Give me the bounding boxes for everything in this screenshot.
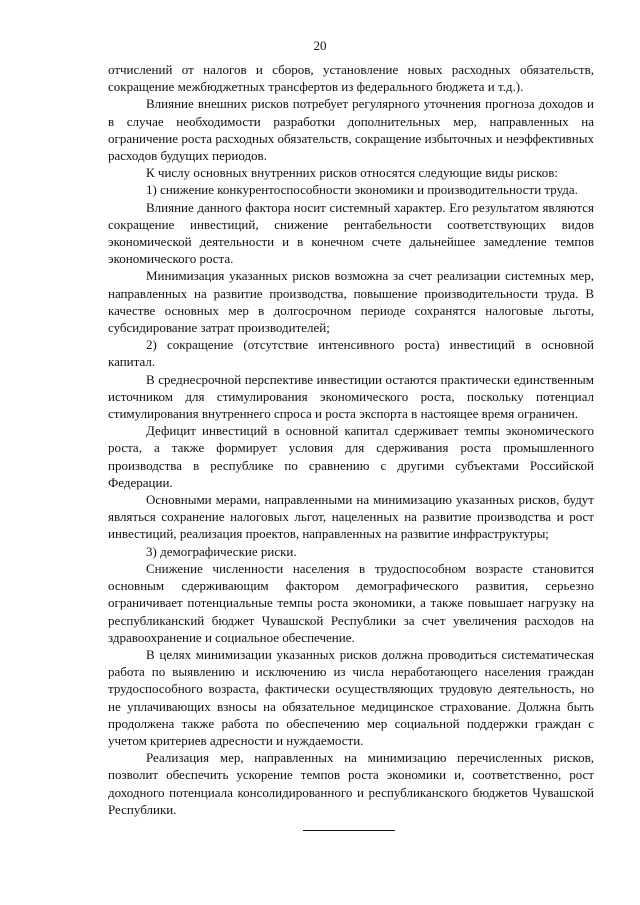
- end-divider: [303, 830, 395, 831]
- paragraph: Дефицит инвестиций в основной капитал сдерживает темпы экономического роста, а также формирует условия для сдерживания роста промышленного производства в республике по сравнению с другими субъектами Российской Федерации.: [108, 423, 594, 490]
- paragraph: В целях минимизации указанных рисков должна проводиться систематическая работа по выявлению и исключению из числа неработающего населения граждан трудоспособного возраста, фактически осуществляющих трудовую деятельность, но не уплачивающих взносы на обязательное медицинское страхование. Должна быть продолжена также работа по обеспечению мер социальной поддержки граждан с учетом критериев адресности и нуждаемости.: [108, 646, 594, 748]
- page-number: 20: [313, 38, 327, 53]
- paragraph: К числу основных внутренних рисков относятся следующие виды рисков:: [146, 165, 559, 181]
- document-body: [108, 61, 594, 818]
- paragraph: Минимизация указанных рисков возможна за счет реализации системных мер, направленных на развитие производства, повышение производительности труда. В качестве основных мер в долгосрочном периоде сохранятся налоговые льготы, субсидирование затрат производителей;: [108, 268, 594, 336]
- paragraph: Реализация мер, направленных на минимизацию перечисленных рисков, позволит обеспечить ускорение темпов роста экономики и, соответственно, рост доходного потенциала консолидированного и республиканского бюджетов Чувашской Республики.: [108, 750, 594, 817]
- list-item-risk-3: 3) демографические риски.: [146, 543, 297, 559]
- paragraph: Влияние данного фактора носит системный характер. Его результатом являются сокращение инвестиций, снижение рентабельности соответствующих видов экономической деятельности и в конечном счете дальнейшее замедление темпов экономического роста.: [108, 199, 594, 267]
- paragraph: Влияние внешних рисков потребует регулярного уточнения прогноза доходов и в случае необходимости разработки дополнительных мер, направленных на ограничение роста расходных обязательств, сокращение избыточных и неэффективных расходов будущих периодов.: [108, 96, 594, 164]
- paragraph: Основными мерами, направленными на минимизацию указанных рисков, будут являться сохранение налоговых льгот, нацеленных на развитие производства и рост инвестиций, реализация проектов, направленных на развитие инфраструктуры;: [108, 492, 594, 542]
- paragraph: В среднесрочной перспективе инвестиции остаются практически единственным источником для стимулирования экономического роста, поскольку потенциал стимулирования внутреннего спроса и роста экспорта в настоящее время ограничен.: [108, 371, 594, 422]
- paragraph: Снижение численности населения в трудоспособном возрасте становится основным сдерживающим фактором демографического развития, серьезно ограничивает потенциальные темпы роста экономики, а также повышает нагрузку на республиканский бюджет Чувашской Республики за счет увеличения расходов на здравоохранение и социальное обеспечение.: [108, 560, 594, 645]
- list-item-risk-2: 2) сокращение (отсутствие интенсивного роста) инвестиций в основной капитал.: [108, 337, 594, 370]
- paragraph: отчислений от налогов и сборов, установление новых расходных обязательств, сокращение межбюджетных трансфертов из федерального бюджета и т.д.).: [108, 62, 594, 95]
- list-item-risk-1: 1) снижение конкурентоспособности экономики и производительности труда.: [146, 182, 578, 198]
